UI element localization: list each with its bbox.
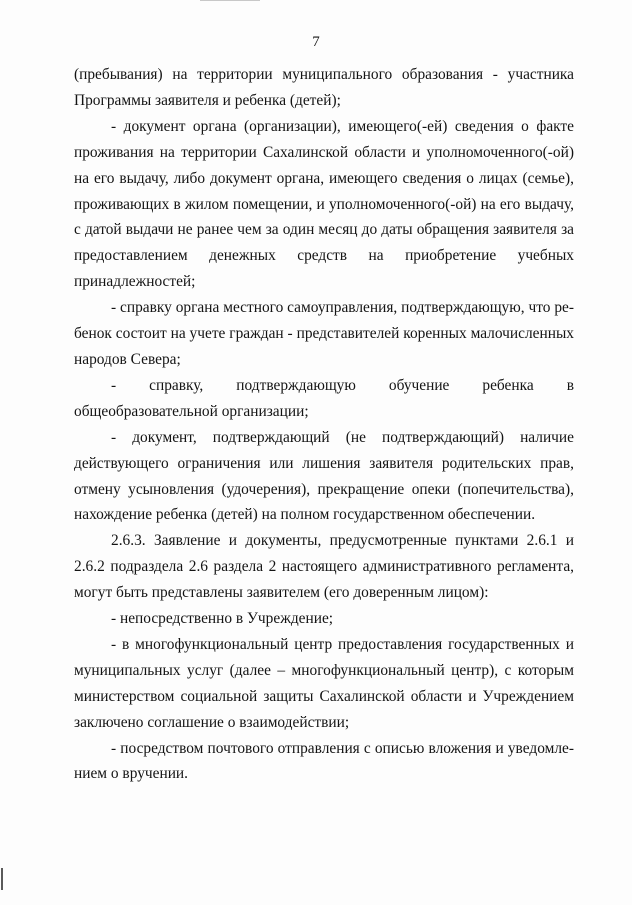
scan-artifact-left-edge [1,868,3,890]
paragraph-section-2-6-3: 2.6.3. Заявление и документы, предусмотренные пунктами 2.6.1 и 2.6.2 подраздела 2.6 раздела 2 настоящего административного регламента, могут быть представлены заявителем (его доверенным лицом): [74,532,574,602]
paragraph-parental-rights-document: - документ, подтверждающий (не подтверждающий) наличие действующего ограничения или лишения заявителя родительских прав, отмену усыновления (удочерения), прекращение опеки (попечительства), нахождение ребенка (детей) на полном государственном обеспечении. [74,428,574,524]
paragraph-multifunctional-center: - в многофункциональный центр предоставления государственных и муниципальных услуг (далее – многофункциональный центр), с которым министерством социальной защиты Сахалинской области и Учреждением заключено соглашение о взаимодействии; [74,635,574,731]
paragraph-postal-delivery: - посредством почтового отправления с описью вложения и уведомлением о вручении. [74,739,574,783]
paragraph-school-certificate: - справку, подтверждающую обучение ребенка в общеобразовательной организации; [74,376,574,420]
paragraph-residence-document: - документ органа (организации), имеющего(-ей) сведения о факте проживания на территории Сахалинской области и уполномоченного(-ой) на его выдачу, либо документ органа, имеющего сведения о лицах (семье), проживающих в жилом помещении, и уполномоченного(-ой) на его выдачу, с датой выдачи не ранее чем за один месяц до даты обращения заявителя за предоставлением денежных средств на приобретение учебных принадлежностей; [74,117,574,291]
paragraph-directly-to-institution: - непосредственно в Учреждение; [111,610,334,628]
paragraph-indigenous-certificate: - справку органа местного самоуправления, подтверждающую, что ребенок состоит на учете граждан - представителей коренных малочисленных народов Севера; [74,299,574,368]
page-number: 7 [312,34,320,50]
paragraph-continuation: (пребывания) на территории муниципального образования - участника Программы заявителя и ребенка (детей); [74,66,574,109]
document-body [74,62,574,787]
scan-artifact-top [200,0,260,1]
